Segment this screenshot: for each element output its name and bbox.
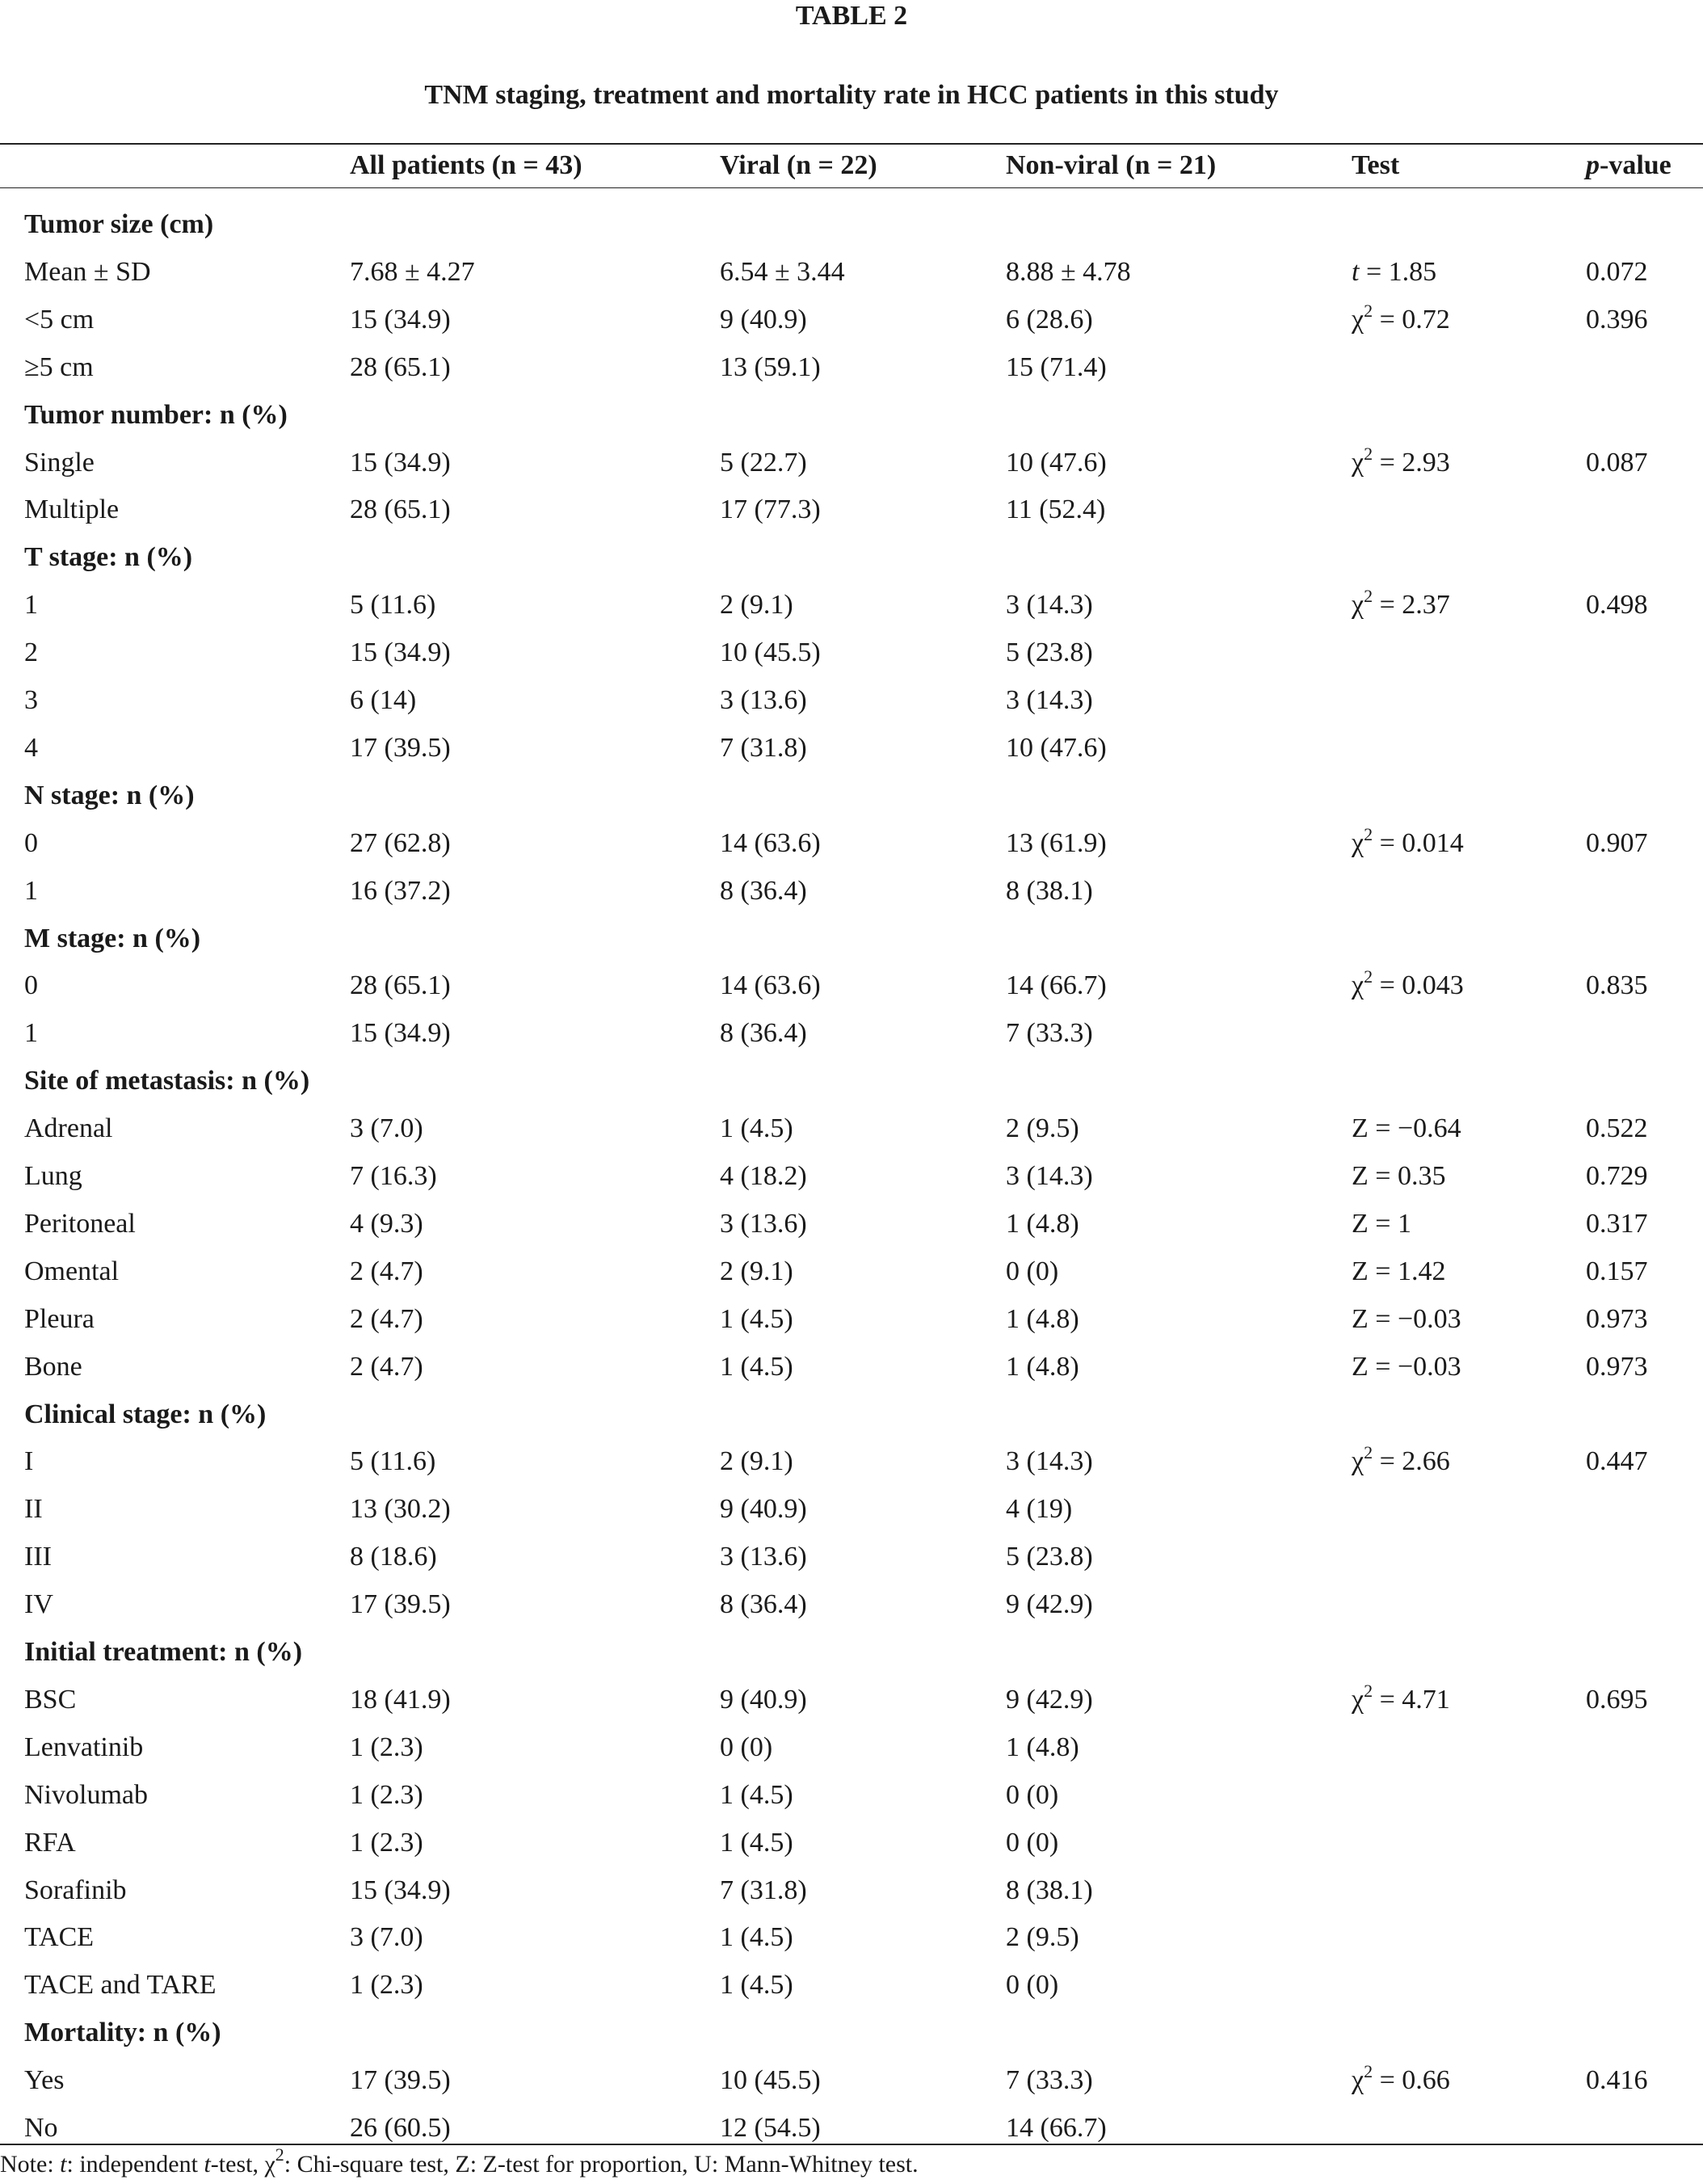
cell-all-patients: 8 (18.6) — [350, 1542, 437, 1572]
cell-non-viral: 6 (28.6) — [1006, 304, 1093, 335]
test-value: = 0.66 — [1373, 2065, 1450, 2096]
section-row — [0, 916, 1703, 963]
cell-p-value: 0.835 — [1586, 970, 1648, 1001]
cell-p-value: 0.498 — [1586, 590, 1648, 621]
cell-viral: 9 (40.9) — [720, 1684, 807, 1715]
row-label: TACE and TARE — [24, 1970, 217, 2001]
cell-non-viral: 1 (4.8) — [1006, 1208, 1079, 1239]
cell-non-viral: 3 (14.3) — [1006, 685, 1093, 715]
row-label: Nivolumab — [24, 1779, 148, 1810]
table-row — [0, 2058, 1703, 2105]
row-label: 1 — [24, 590, 38, 621]
test-superscript: 2 — [1364, 300, 1373, 321]
table-row — [0, 678, 1703, 725]
cell-non-viral: 1 (4.8) — [1006, 1303, 1079, 1334]
cell-viral: 1 (4.5) — [720, 1113, 793, 1144]
table-row — [0, 630, 1703, 677]
test-symbol: χ — [1352, 590, 1365, 621]
section-row — [0, 1058, 1703, 1105]
cell-all-patients: 5 (11.6) — [350, 590, 436, 621]
cell-viral: 2 (9.1) — [720, 1256, 793, 1286]
table-row — [0, 1011, 1703, 1058]
header-test: Test — [1352, 150, 1400, 180]
test-value: Z = −0.64 — [1352, 1113, 1461, 1144]
test-symbol: χ — [1352, 970, 1365, 1001]
cell-p-value: 0.396 — [1586, 304, 1648, 335]
table-row — [0, 1344, 1703, 1391]
table-row — [0, 1106, 1703, 1153]
cell-non-viral: 15 (71.4) — [1006, 351, 1107, 382]
row-label: RFA — [24, 1827, 76, 1858]
cell-all-patients: 28 (65.1) — [350, 351, 451, 382]
cell-p-value: 0.729 — [1586, 1161, 1648, 1191]
cell-all-patients: 2 (4.7) — [350, 1351, 423, 1382]
test-value: = 2.37 — [1373, 590, 1450, 621]
test-symbol: t — [1352, 256, 1360, 287]
section-label: Tumor size (cm) — [24, 209, 214, 239]
cell-non-viral: 7 (33.3) — [1006, 2065, 1093, 2096]
cell-viral: 1 (4.5) — [720, 1351, 793, 1382]
cell-non-viral: 4 (19) — [1006, 1494, 1073, 1525]
table-row — [0, 821, 1703, 868]
cell-viral: 2 (9.1) — [720, 590, 793, 621]
cell-all-patients: 15 (34.9) — [350, 447, 451, 478]
row-label: 0 — [24, 970, 38, 1001]
cell-viral: 3 (13.6) — [720, 685, 807, 715]
row-label: <5 cm — [24, 304, 95, 335]
table-top-rule — [0, 143, 1703, 145]
section-row — [0, 1392, 1703, 1439]
cell-test — [1352, 823, 1464, 860]
cell-p-value: 0.522 — [1586, 1113, 1648, 1144]
cell-viral: 8 (36.4) — [720, 875, 807, 906]
note-sup: 2 — [275, 2144, 284, 2165]
row-label: Bone — [24, 1351, 82, 1382]
table-row — [0, 1154, 1703, 1201]
cell-all-patients: 17 (39.5) — [350, 732, 451, 763]
section-row — [0, 2010, 1703, 2057]
cell-all-patients: 15 (34.9) — [350, 1018, 451, 1049]
cell-non-viral: 3 (14.3) — [1006, 590, 1093, 621]
cell-non-viral: 8.88 ± 4.78 — [1006, 256, 1131, 287]
section-label: N stage: n (%) — [24, 780, 195, 810]
cell-viral: 8 (36.4) — [720, 1018, 807, 1049]
cell-all-patients: 17 (39.5) — [350, 2065, 451, 2096]
test-symbol: χ — [1352, 304, 1365, 335]
cell-non-viral: 13 (61.9) — [1006, 827, 1107, 858]
cell-p-value: 0.447 — [1586, 1446, 1648, 1477]
cell-viral: 1 (4.5) — [720, 1303, 793, 1334]
table-row — [0, 440, 1703, 487]
cell-p-value: 0.072 — [1586, 256, 1648, 287]
cell-all-patients: 15 (34.9) — [350, 304, 451, 335]
cell-test — [1352, 256, 1436, 288]
cell-non-viral: 10 (47.6) — [1006, 447, 1107, 478]
row-label: I — [24, 1446, 34, 1477]
cell-viral: 7 (31.8) — [720, 1875, 807, 1905]
cell-viral: 12 (54.5) — [720, 2113, 821, 2143]
cell-all-patients: 27 (62.8) — [350, 827, 451, 858]
cell-non-viral: 14 (66.7) — [1006, 2113, 1107, 2143]
table-row — [0, 1915, 1703, 1962]
cell-non-viral: 1 (4.8) — [1006, 1732, 1079, 1762]
table-label: TABLE 2 — [795, 1, 908, 31]
cell-all-patients: 5 (11.6) — [350, 1446, 436, 1477]
test-value: = 4.71 — [1373, 1684, 1450, 1715]
header-viral: Viral (n = 22) — [720, 150, 877, 180]
row-label: TACE — [24, 1922, 95, 1953]
row-label: No — [24, 2113, 58, 2143]
test-value: = 2.93 — [1373, 447, 1450, 478]
cell-non-viral: 0 (0) — [1006, 1827, 1059, 1858]
cell-viral: 0 (0) — [720, 1732, 773, 1762]
note-part1: : independent — [66, 2151, 204, 2178]
cell-viral: 14 (63.6) — [720, 827, 821, 858]
cell-viral: 6.54 ± 3.44 — [720, 256, 845, 287]
cell-all-patients: 3 (7.0) — [350, 1922, 423, 1953]
test-value: Z = 1 — [1352, 1208, 1411, 1239]
cell-viral: 14 (63.6) — [720, 970, 821, 1001]
section-row — [0, 535, 1703, 582]
cell-non-viral: 8 (38.1) — [1006, 875, 1093, 906]
table-row — [0, 1439, 1703, 1486]
cell-non-viral: 0 (0) — [1006, 1779, 1059, 1810]
cell-viral: 1 (4.5) — [720, 1779, 793, 1810]
row-label: 3 — [24, 685, 38, 715]
cell-all-patients: 6 (14) — [350, 685, 417, 715]
cell-non-viral: 14 (66.7) — [1006, 970, 1107, 1001]
cell-non-viral: 10 (47.6) — [1006, 732, 1107, 763]
cell-p-value: 0.695 — [1586, 1684, 1648, 1715]
cell-viral: 7 (31.8) — [720, 732, 807, 763]
header-p-value — [1586, 149, 1671, 182]
cell-all-patients: 1 (2.3) — [350, 1732, 423, 1762]
row-label: Lenvatinib — [24, 1732, 144, 1762]
cell-all-patients: 3 (7.0) — [350, 1113, 423, 1144]
table-row — [0, 1297, 1703, 1344]
cell-viral: 1 (4.5) — [720, 1922, 793, 1953]
cell-non-viral: 5 (23.8) — [1006, 1542, 1093, 1572]
cell-p-value: 0.907 — [1586, 827, 1648, 858]
test-superscript: 2 — [1364, 443, 1373, 464]
cell-p-value: 0.973 — [1586, 1303, 1648, 1334]
row-label: Single — [24, 447, 95, 478]
cell-all-patients: 7.68 ± 4.27 — [350, 256, 475, 287]
cell-test — [1352, 1351, 1461, 1383]
table-row — [0, 297, 1703, 344]
cell-viral: 9 (40.9) — [720, 304, 807, 335]
section-label: Mortality: n (%) — [24, 2018, 221, 2048]
cell-p-value: 0.416 — [1586, 2065, 1648, 2096]
cell-viral: 2 (9.1) — [720, 1446, 793, 1477]
test-symbol: χ — [1352, 1684, 1365, 1715]
cell-test — [1352, 300, 1450, 336]
table-row — [0, 1820, 1703, 1867]
test-symbol: χ — [1352, 447, 1365, 478]
cell-p-value: 0.973 — [1586, 1351, 1648, 1382]
row-label: 0 — [24, 827, 38, 858]
cell-test — [1352, 1113, 1461, 1145]
test-superscript: 2 — [1364, 823, 1373, 844]
table-row — [0, 250, 1703, 297]
cell-non-viral: 5 (23.8) — [1006, 638, 1093, 668]
note-part3: : Chi-square test, Z: Z-test for proportion, U: Mann-Whitney test. — [284, 2151, 919, 2178]
test-value: = 0.72 — [1373, 304, 1450, 335]
cell-viral: 3 (13.6) — [720, 1208, 807, 1239]
cell-non-viral: 8 (38.1) — [1006, 1875, 1093, 1905]
cell-viral: 1 (4.5) — [720, 1827, 793, 1858]
cell-viral: 13 (59.1) — [720, 351, 821, 382]
row-label: BSC — [24, 1684, 77, 1715]
row-label: 1 — [24, 875, 38, 906]
row-label: Omental — [24, 1256, 120, 1286]
test-superscript: 2 — [1364, 586, 1373, 607]
section-label: Tumor number: n (%) — [24, 399, 288, 430]
cell-non-viral: 0 (0) — [1006, 1256, 1059, 1286]
cell-viral: 3 (13.6) — [720, 1542, 807, 1572]
table-row — [0, 1249, 1703, 1296]
note-part2: -test, χ — [210, 2151, 275, 2178]
table-row — [0, 1963, 1703, 2009]
row-label: 4 — [24, 732, 38, 763]
cell-all-patients: 2 (4.7) — [350, 1303, 423, 1334]
section-row — [0, 1630, 1703, 1677]
cell-all-patients: 2 (4.7) — [350, 1256, 423, 1286]
test-value: = 0.014 — [1373, 827, 1464, 858]
test-symbol: χ — [1352, 2065, 1365, 2096]
cell-all-patients: 15 (34.9) — [350, 638, 451, 668]
cell-test — [1352, 586, 1450, 621]
cell-viral: 9 (40.9) — [720, 1494, 807, 1525]
cell-non-viral: 3 (14.3) — [1006, 1446, 1093, 1477]
row-label: Pleura — [24, 1303, 95, 1334]
table-row — [0, 487, 1703, 534]
note-t2: t — [204, 2151, 211, 2178]
cell-test — [1352, 1208, 1411, 1240]
test-superscript: 2 — [1364, 1442, 1373, 1463]
note-t: t — [60, 2151, 67, 2178]
cell-viral: 10 (45.5) — [720, 2065, 821, 2096]
cell-test — [1352, 1303, 1461, 1336]
cell-non-viral: 2 (9.5) — [1006, 1922, 1079, 1953]
row-label: Mean ± SD — [24, 256, 151, 287]
cell-all-patients: 17 (39.5) — [350, 1589, 451, 1620]
table-row — [0, 583, 1703, 629]
test-superscript: 2 — [1364, 2061, 1373, 2082]
cell-viral: 1 (4.5) — [720, 1970, 793, 2001]
table-row — [0, 1582, 1703, 1629]
row-label: Lung — [24, 1161, 82, 1191]
row-label: III — [24, 1542, 52, 1572]
cell-all-patients: 4 (9.3) — [350, 1208, 423, 1239]
cell-non-viral: 11 (52.4) — [1006, 494, 1106, 525]
cell-viral: 4 (18.2) — [720, 1161, 807, 1191]
note-prefix: Note: — [0, 2151, 61, 2178]
cell-all-patients: 13 (30.2) — [350, 1494, 451, 1525]
cell-all-patients: 16 (37.2) — [350, 875, 451, 906]
test-value: Z = −0.03 — [1352, 1303, 1461, 1334]
table-header-row — [0, 149, 1703, 183]
table-row — [0, 726, 1703, 772]
test-superscript: 2 — [1364, 1680, 1373, 1701]
cell-p-value: 0.157 — [1586, 1256, 1648, 1286]
cell-non-viral: 3 (14.3) — [1006, 1161, 1093, 1191]
cell-viral: 8 (36.4) — [720, 1589, 807, 1620]
test-symbol: χ — [1352, 1446, 1365, 1477]
section-row — [0, 393, 1703, 440]
test-value: = 2.66 — [1373, 1446, 1450, 1477]
cell-test — [1352, 443, 1450, 479]
table-title: TNM staging, treatment and mortality rate in HCC patients in this study — [424, 80, 1279, 110]
table-row — [0, 1487, 1703, 1534]
cell-test — [1352, 1160, 1445, 1193]
section-label: Clinical stage: n (%) — [24, 1399, 267, 1429]
test-value: = 1.85 — [1359, 256, 1437, 287]
header-p-rest: -value — [1600, 150, 1671, 180]
section-label: Initial treatment: n (%) — [24, 1637, 303, 1667]
cell-test — [1352, 1256, 1445, 1288]
cell-all-patients: 28 (65.1) — [350, 494, 451, 525]
cell-non-viral: 1 (4.8) — [1006, 1351, 1079, 1382]
row-label: 1 — [24, 1018, 38, 1049]
table-bottom-rule — [0, 2144, 1703, 2145]
table-row — [0, 1868, 1703, 1915]
cell-non-viral: 9 (42.9) — [1006, 1684, 1093, 1715]
cell-p-value: 0.087 — [1586, 447, 1648, 478]
test-value: Z = 1.42 — [1352, 1256, 1446, 1286]
row-label: Sorafinib — [24, 1875, 127, 1905]
cell-test — [1352, 1442, 1450, 1478]
row-label: ≥5 cm — [24, 351, 94, 382]
table-note — [0, 2144, 919, 2180]
cell-non-viral: 7 (33.3) — [1006, 1018, 1093, 1049]
header-p-italic: p — [1586, 150, 1600, 180]
cell-test — [1352, 2061, 1450, 2097]
table-row — [0, 1201, 1703, 1248]
test-value: Z = 0.35 — [1352, 1161, 1446, 1191]
table-row — [0, 869, 1703, 915]
cell-all-patients: 28 (65.1) — [350, 970, 451, 1001]
cell-all-patients: 26 (60.5) — [350, 2113, 451, 2143]
cell-non-viral: 2 (9.5) — [1006, 1113, 1079, 1144]
test-symbol: χ — [1352, 827, 1365, 858]
section-label: Site of metastasis: n (%) — [24, 1066, 310, 1096]
table-row — [0, 1725, 1703, 1772]
row-label: Adrenal — [24, 1113, 113, 1144]
cell-all-patients: 15 (34.9) — [350, 1875, 451, 1905]
section-label: M stage: n (%) — [24, 923, 201, 953]
cell-viral: 10 (45.5) — [720, 638, 821, 668]
header-non-viral: Non-viral (n = 21) — [1006, 150, 1217, 180]
cell-viral: 5 (22.7) — [720, 447, 807, 478]
cell-test — [1352, 966, 1464, 1002]
table-row — [0, 963, 1703, 1010]
section-label: T stage: n (%) — [24, 542, 193, 573]
cell-all-patients: 1 (2.3) — [350, 1970, 423, 2001]
section-row — [0, 202, 1703, 249]
row-label: 2 — [24, 638, 38, 668]
test-value: = 0.043 — [1373, 970, 1464, 1001]
header-all-patients: All patients (n = 43) — [350, 150, 582, 180]
row-label: Yes — [24, 2065, 65, 2096]
section-row — [0, 773, 1703, 820]
cell-p-value: 0.317 — [1586, 1208, 1648, 1239]
table-row — [0, 1677, 1703, 1724]
test-value: Z = −0.03 — [1352, 1351, 1461, 1382]
row-label: IV — [24, 1589, 53, 1620]
test-superscript: 2 — [1364, 966, 1373, 987]
row-label: II — [24, 1494, 43, 1525]
row-label: Peritoneal — [24, 1208, 136, 1239]
row-label: Multiple — [24, 494, 120, 525]
cell-all-patients: 1 (2.3) — [350, 1827, 423, 1858]
cell-all-patients: 7 (16.3) — [350, 1161, 437, 1191]
table-row — [0, 345, 1703, 392]
table-row — [0, 1773, 1703, 1820]
table-header-rule — [0, 187, 1703, 188]
cell-test — [1352, 1680, 1450, 1716]
cell-non-viral: 0 (0) — [1006, 1970, 1059, 2001]
cell-non-viral: 9 (42.9) — [1006, 1589, 1093, 1620]
cell-all-patients: 18 (41.9) — [350, 1684, 451, 1715]
cell-all-patients: 1 (2.3) — [350, 1779, 423, 1810]
table-row — [0, 1534, 1703, 1581]
cell-viral: 17 (77.3) — [720, 494, 821, 525]
table-row — [0, 2106, 1703, 2152]
